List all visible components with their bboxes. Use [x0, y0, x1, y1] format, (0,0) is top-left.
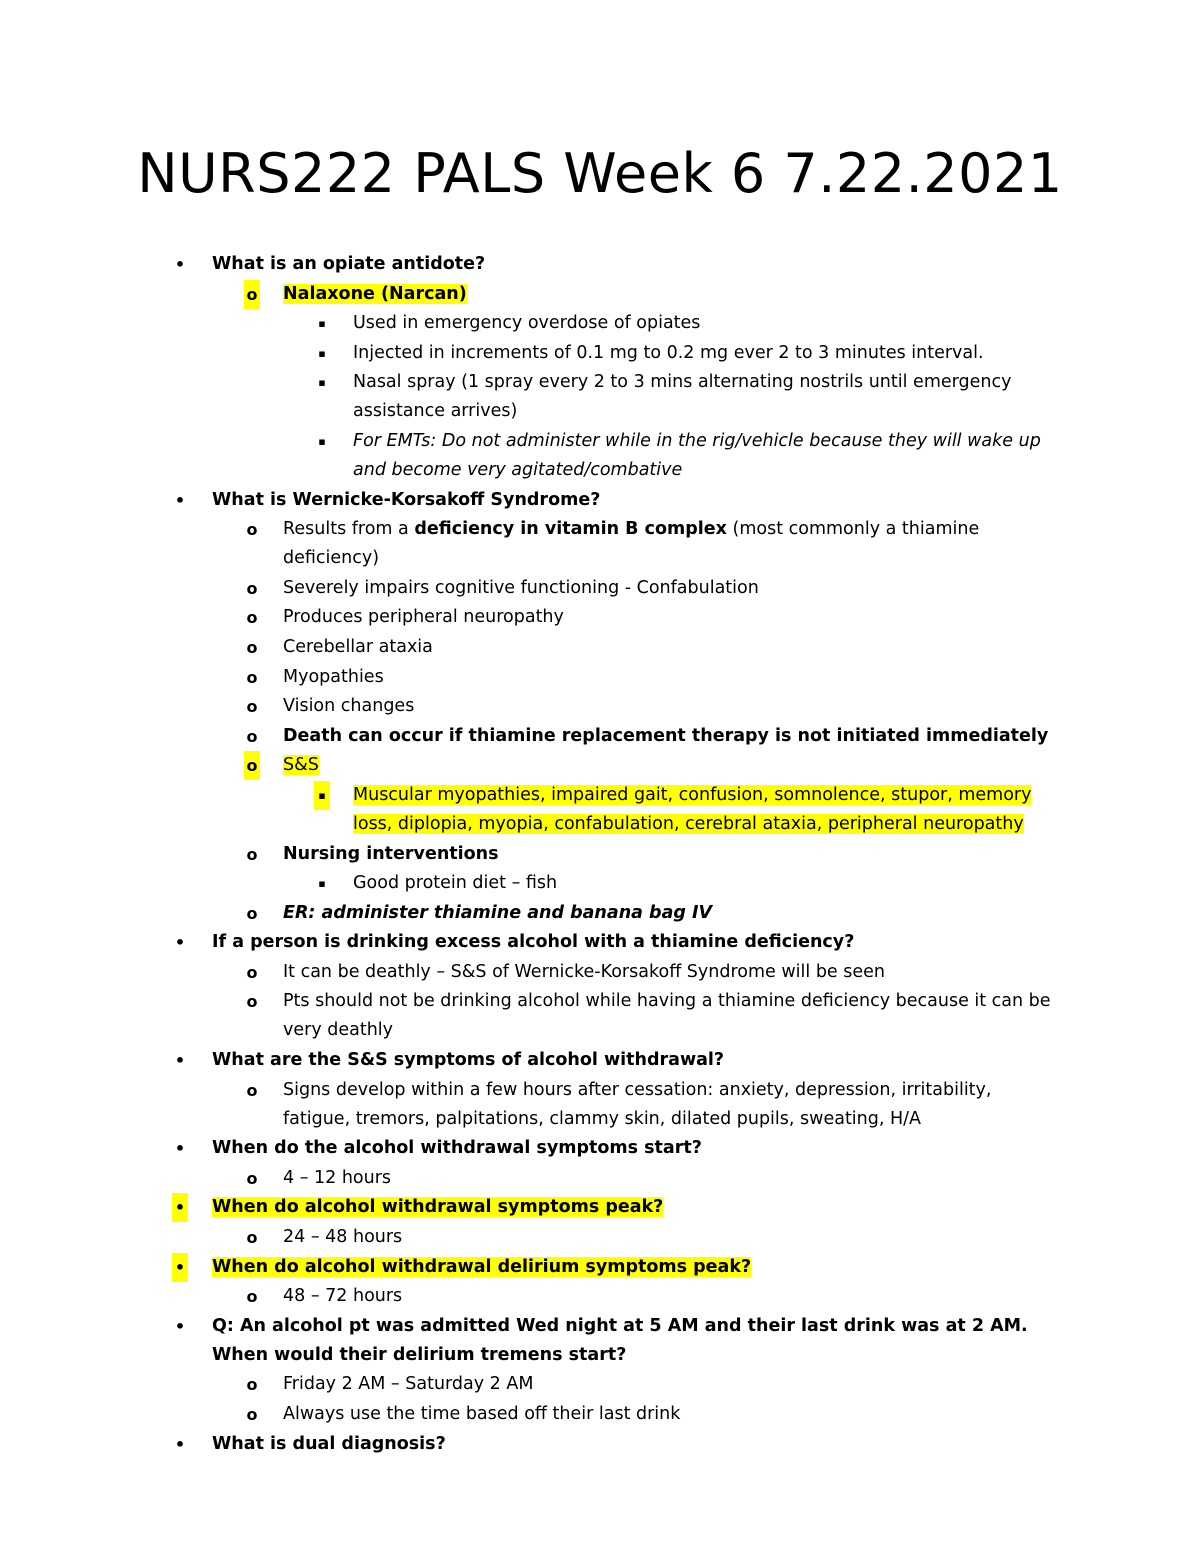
list-item — [0, 663, 1200, 692]
circle-bullet-icon: o — [246, 637, 258, 657]
answer-text: Produces peripheral neuropathy — [283, 607, 564, 628]
answer-text: S&S — [283, 755, 319, 776]
question-text: What is Wernicke-Korsakoff Syndrome? — [212, 489, 601, 510]
list-item — [0, 928, 1200, 957]
list-item — [0, 899, 1200, 928]
circle-bullet-icon: o — [246, 578, 258, 598]
answer-text: It can be deathly – S&S of Wernicke-Korsakoff Syndrome will be seen — [283, 961, 886, 982]
question-text: If a person is drinking excess alcohol with a thiamine deficiency? — [212, 932, 855, 953]
bullet-icon: • — [174, 255, 186, 274]
list-item — [0, 280, 1200, 309]
list-item — [0, 515, 1200, 573]
list-item — [0, 1164, 1200, 1193]
list-item — [0, 751, 1200, 780]
list-item — [0, 309, 1200, 338]
circle-bullet-icon: o — [246, 992, 258, 1012]
square-bullet-icon: ▪ — [318, 434, 326, 448]
circle-bullet-icon: o — [244, 280, 260, 309]
circle-bullet-icon: o — [246, 667, 258, 687]
detail-text: Good protein diet – fish — [353, 873, 558, 894]
bullet-icon: • — [174, 933, 186, 953]
bullet-icon: • — [174, 1316, 186, 1336]
circle-bullet-icon: o — [246, 1375, 258, 1395]
list-item — [0, 722, 1200, 751]
circle-bullet-icon: o — [246, 844, 258, 864]
list-item — [0, 1134, 1200, 1163]
answer-text: Severely impairs cognitive functioning - Confabulation — [283, 577, 759, 598]
list-item — [0, 633, 1200, 662]
list-item — [0, 574, 1200, 603]
answer-text: 4 – 12 hours — [283, 1167, 392, 1188]
question-text: What is an opiate antidote? — [212, 254, 486, 274]
list-item — [0, 427, 1200, 485]
list-item — [0, 339, 1200, 368]
list-item — [0, 1370, 1200, 1399]
document-title: NURS222 PALS Week 6 7.22.2021 — [137, 142, 1063, 205]
square-bullet-icon: ▪ — [318, 317, 326, 331]
bullet-icon: • — [172, 1253, 188, 1282]
answer-text: Results from a deficiency in vitamin B complex (most commonly a thiamine deficiency) — [283, 519, 980, 569]
question-text: What are the S&S symptoms of alcohol withdrawal? — [212, 1050, 725, 1071]
answer-text: Signs develop within a few hours after cessation: anxiety, depression, irritability, fatigue, tremors, palpitations, clammy skin, dilated pupils, sweating, H/A — [283, 1079, 992, 1129]
list-item — [0, 486, 1200, 515]
list-item — [0, 1223, 1200, 1252]
answer-text: ER: administer thiamine and banana bag IV — [283, 902, 713, 923]
outline-list — [0, 250, 1200, 1459]
list-item — [0, 1076, 1200, 1134]
list-item — [0, 250, 1200, 279]
answer-text: 24 – 48 hours — [283, 1227, 403, 1248]
list-item — [0, 1312, 1200, 1370]
question-text: What is dual diagnosis? — [212, 1433, 446, 1454]
answer-text: Myopathies — [283, 666, 384, 687]
circle-bullet-icon: o — [246, 1287, 258, 1307]
circle-bullet-icon: o — [246, 697, 258, 717]
answer-text: Death can occur if thiamine replacement therapy is not initiated immediately — [283, 725, 1049, 746]
list-item — [0, 1282, 1200, 1311]
answer-text: Pts should not be drinking alcohol while having a thiamine deficiency because it can be very deathly — [283, 991, 1051, 1041]
circle-bullet-icon: o — [246, 520, 258, 540]
circle-bullet-icon: o — [246, 608, 258, 628]
answer-text: Always use the time based off their last drink — [283, 1404, 681, 1424]
list-item — [0, 840, 1200, 869]
circle-bullet-icon: o — [246, 726, 258, 746]
list-item — [0, 1193, 1200, 1222]
answer-text: Nursing interventions — [283, 843, 499, 864]
answer-text: Vision changes — [283, 696, 415, 717]
list-item — [0, 1400, 1200, 1429]
list-item — [0, 958, 1200, 987]
answer-text: Nalaxone (Narcan) — [283, 283, 467, 304]
detail-text: For EMTs: Do not administer while in the rig/vehicle because they will wake up and become very agitated/combative — [353, 430, 1041, 480]
list-item — [0, 368, 1200, 426]
bullet-icon: • — [174, 1434, 186, 1454]
list-item — [0, 1430, 1200, 1459]
circle-bullet-icon: o — [246, 1405, 258, 1424]
detail-text: Injected in increments of 0.1 mg to 0.2 mg ever 2 to 3 minutes interval. — [353, 342, 984, 363]
list-item — [0, 987, 1200, 1045]
question-text: When do alcohol withdrawal delirium symptoms peak? — [212, 1256, 752, 1277]
question-text: Q: An alcohol pt was admitted Wed night at 5 AM and their last drink was at 2 AM. When would their delirium tremens start? — [212, 1315, 1028, 1365]
circle-bullet-icon: o — [246, 1168, 258, 1188]
answer-text: Friday 2 AM – Saturday 2 AM — [283, 1374, 534, 1395]
bullet-icon: • — [174, 490, 186, 510]
list-item — [0, 1253, 1200, 1282]
circle-bullet-icon: o — [246, 962, 258, 982]
square-bullet-icon: ▪ — [314, 781, 330, 810]
bullet-icon: • — [172, 1193, 188, 1222]
list-item — [0, 603, 1200, 632]
answer-text: 48 – 72 hours — [283, 1286, 403, 1307]
question-text: When do alcohol withdrawal symptoms peak? — [212, 1197, 664, 1218]
detail-text: Muscular myopathies, impaired gait, confusion, somnolence, stupor, memory loss, diplopia, myopia, confabulation, cerebral ataxia, peripheral neuropathy — [353, 784, 1032, 834]
bullet-icon: • — [174, 1051, 186, 1071]
square-bullet-icon: ▪ — [318, 877, 326, 891]
list-item — [0, 692, 1200, 721]
list-item — [0, 781, 1200, 839]
detail-text: Used in emergency overdose of opiates — [353, 313, 701, 334]
list-item — [0, 869, 1200, 898]
square-bullet-icon: ▪ — [318, 376, 326, 390]
list-item — [0, 1046, 1200, 1075]
circle-bullet-icon: o — [246, 903, 258, 923]
bullet-icon: • — [174, 1139, 186, 1159]
question-text: When do the alcohol withdrawal symptoms start? — [212, 1138, 702, 1159]
detail-text: Nasal spray (1 spray every 2 to 3 mins alternating nostrils until emergency assistance arrives) — [353, 372, 1012, 422]
circle-bullet-icon: o — [246, 1228, 258, 1248]
answer-text: Cerebellar ataxia — [283, 636, 433, 657]
circle-bullet-icon: o — [246, 1080, 258, 1100]
square-bullet-icon: ▪ — [318, 346, 326, 360]
circle-bullet-icon: o — [244, 751, 260, 780]
